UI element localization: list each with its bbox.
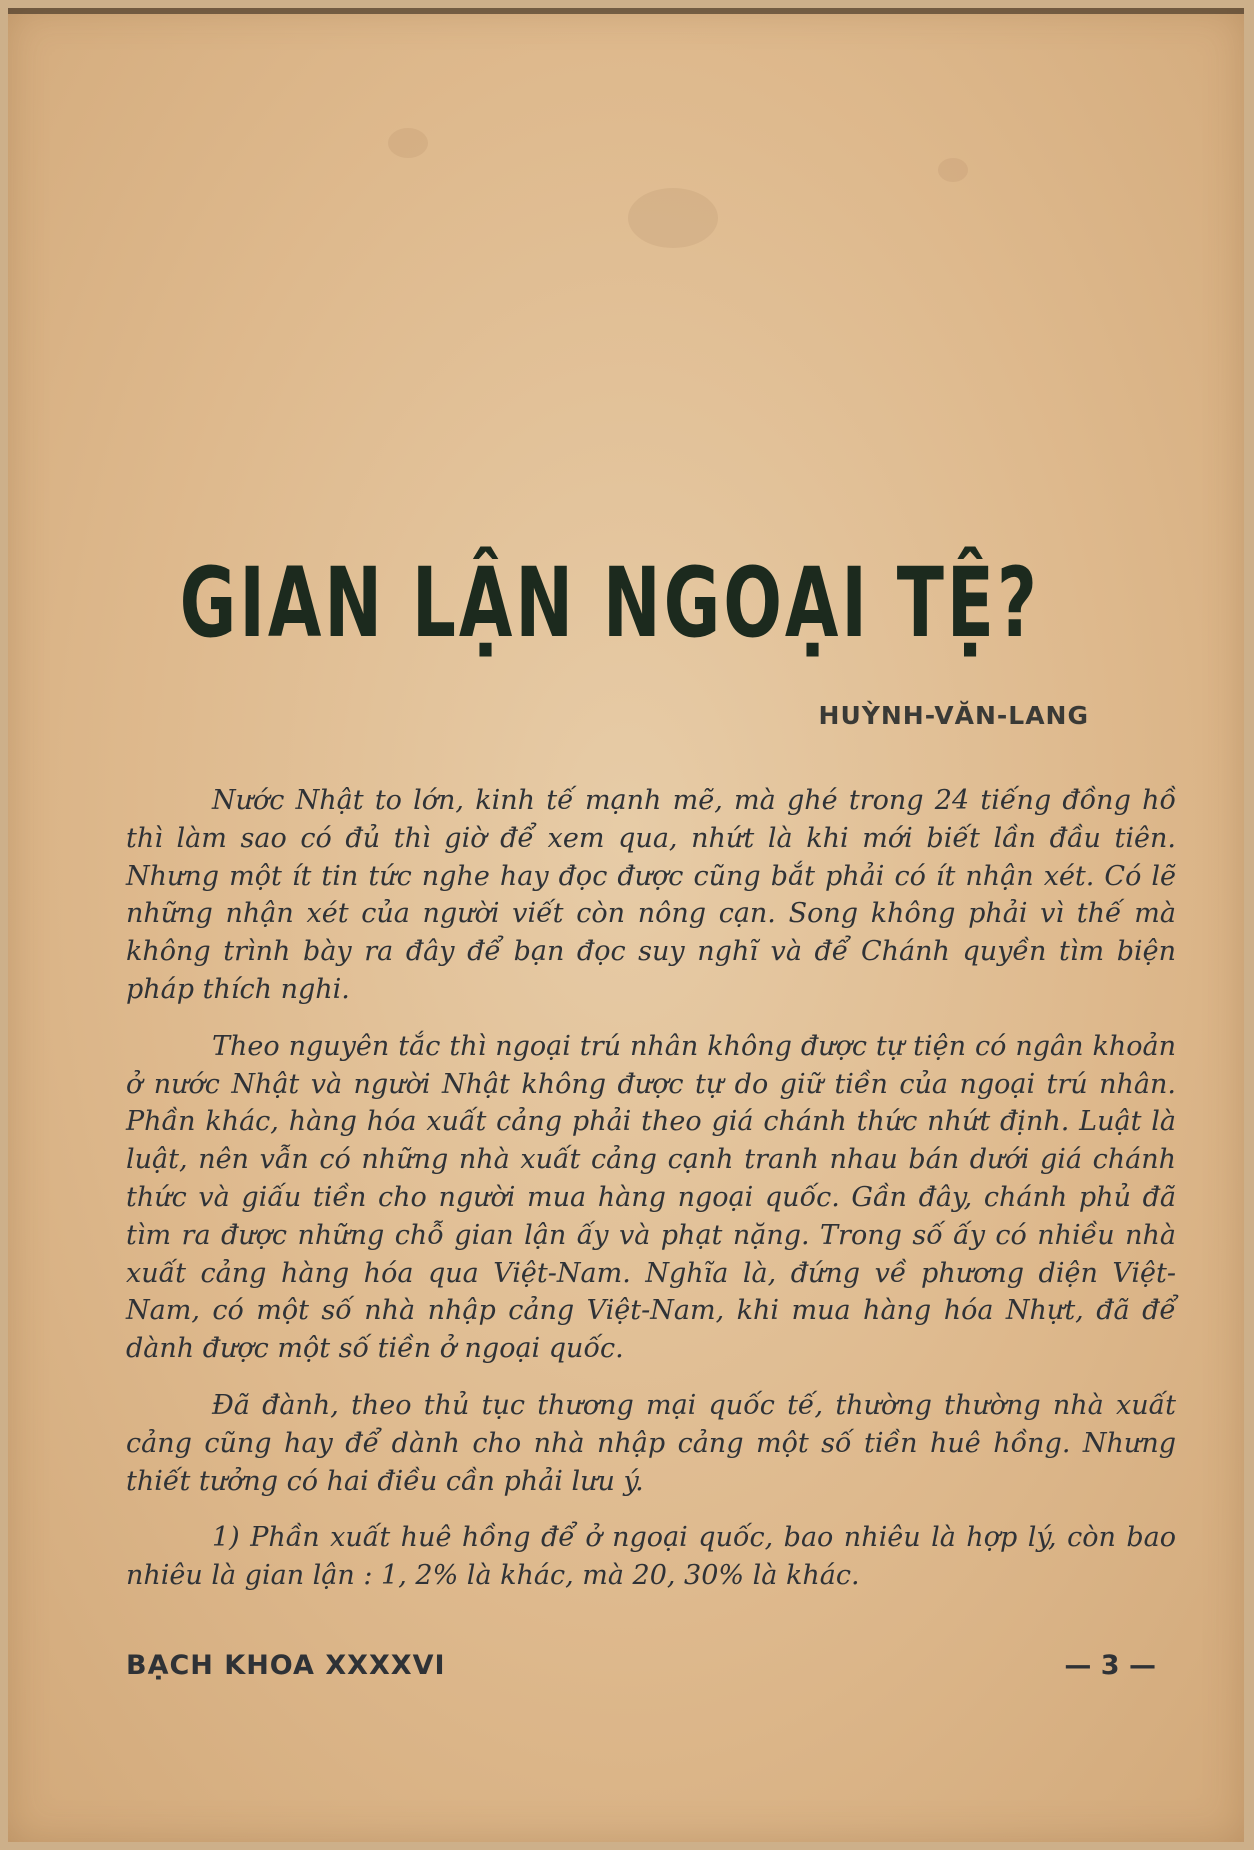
magazine-page	[8, 8, 1244, 1842]
article-paragraph: 1) Phần xuất huê hồng để ở ngoại quốc, bao nhiêu là hợp lý, còn bao nhiêu là gian lận : 1, 2% là khác, mà 20, 30% là khác.	[126, 1522, 1176, 1592]
article-paragraph: Đã đành, theo thủ tục thương mại quốc tế, thường thường nhà xuất cảng cũng hay để dành cho nhà nhập cảng một số tiền huê hồng. Nhưng thiết tưởng có hai điều cần phải lưu ý.	[126, 1389, 1176, 1497]
publication-name: BẠCH KHOA XXXXVI	[126, 1650, 446, 1681]
paper-stain	[628, 188, 718, 248]
article-title: GIAN LẬN NGOẠI TỆ?	[179, 547, 1040, 659]
article-author: HUỲNH-VĂN-LANG	[818, 701, 1089, 730]
article-body	[126, 782, 1176, 1614]
paper-stain	[938, 158, 968, 182]
article-paragraph: Theo nguyên tắc thì ngoại trú nhân không được tự tiện có ngân khoản ở nước Nhật và người Nhật không được tự do giữ tiền của ngoại trú nhân. Phần khác, hàng hóa xuất cảng phải theo giá chánh thức nhứt định. Luật là luật, nên vẫn có những nhà xuất cảng cạnh tranh nhau bán dưới giá chánh thức và giấu tiền cho người mua hàng ngoại quốc. Gần đây, chánh phủ đã tìm ra được những chỗ gian lận ấy và phạt nặng. Trong số ấy có nhiều nhà xuất cảng hàng hóa qua Việt-Nam. Nghĩa là, đứng về phương diện Việt-Nam, có một số nhà nhập cảng Việt-Nam, khi mua hàng hóa Nhựt, đã để dành được một số tiền ở ngoại quốc.	[126, 1030, 1176, 1365]
page-number: — 3 —	[1064, 1650, 1156, 1681]
paper-stain	[388, 128, 428, 158]
page-top-edge	[8, 8, 1244, 14]
article-paragraph: Nước Nhật to lớn, kinh tế mạnh mẽ, mà ghé trong 24 tiếng đồng hồ thì làm sao có đủ thì giờ để xem qua, nhứt là khi mới biết lần đầu tiên. Nhưng một ít tin tức nghe hay đọc được cũng bắt phải có ít nhận xét. Có lẽ những nhận xét của người viết còn nông cạn. Song không phải vì thế mà không trình bày ra đây để bạn đọc suy nghĩ và để Chánh quyền tìm biện pháp thích nghi.	[126, 785, 1176, 1005]
